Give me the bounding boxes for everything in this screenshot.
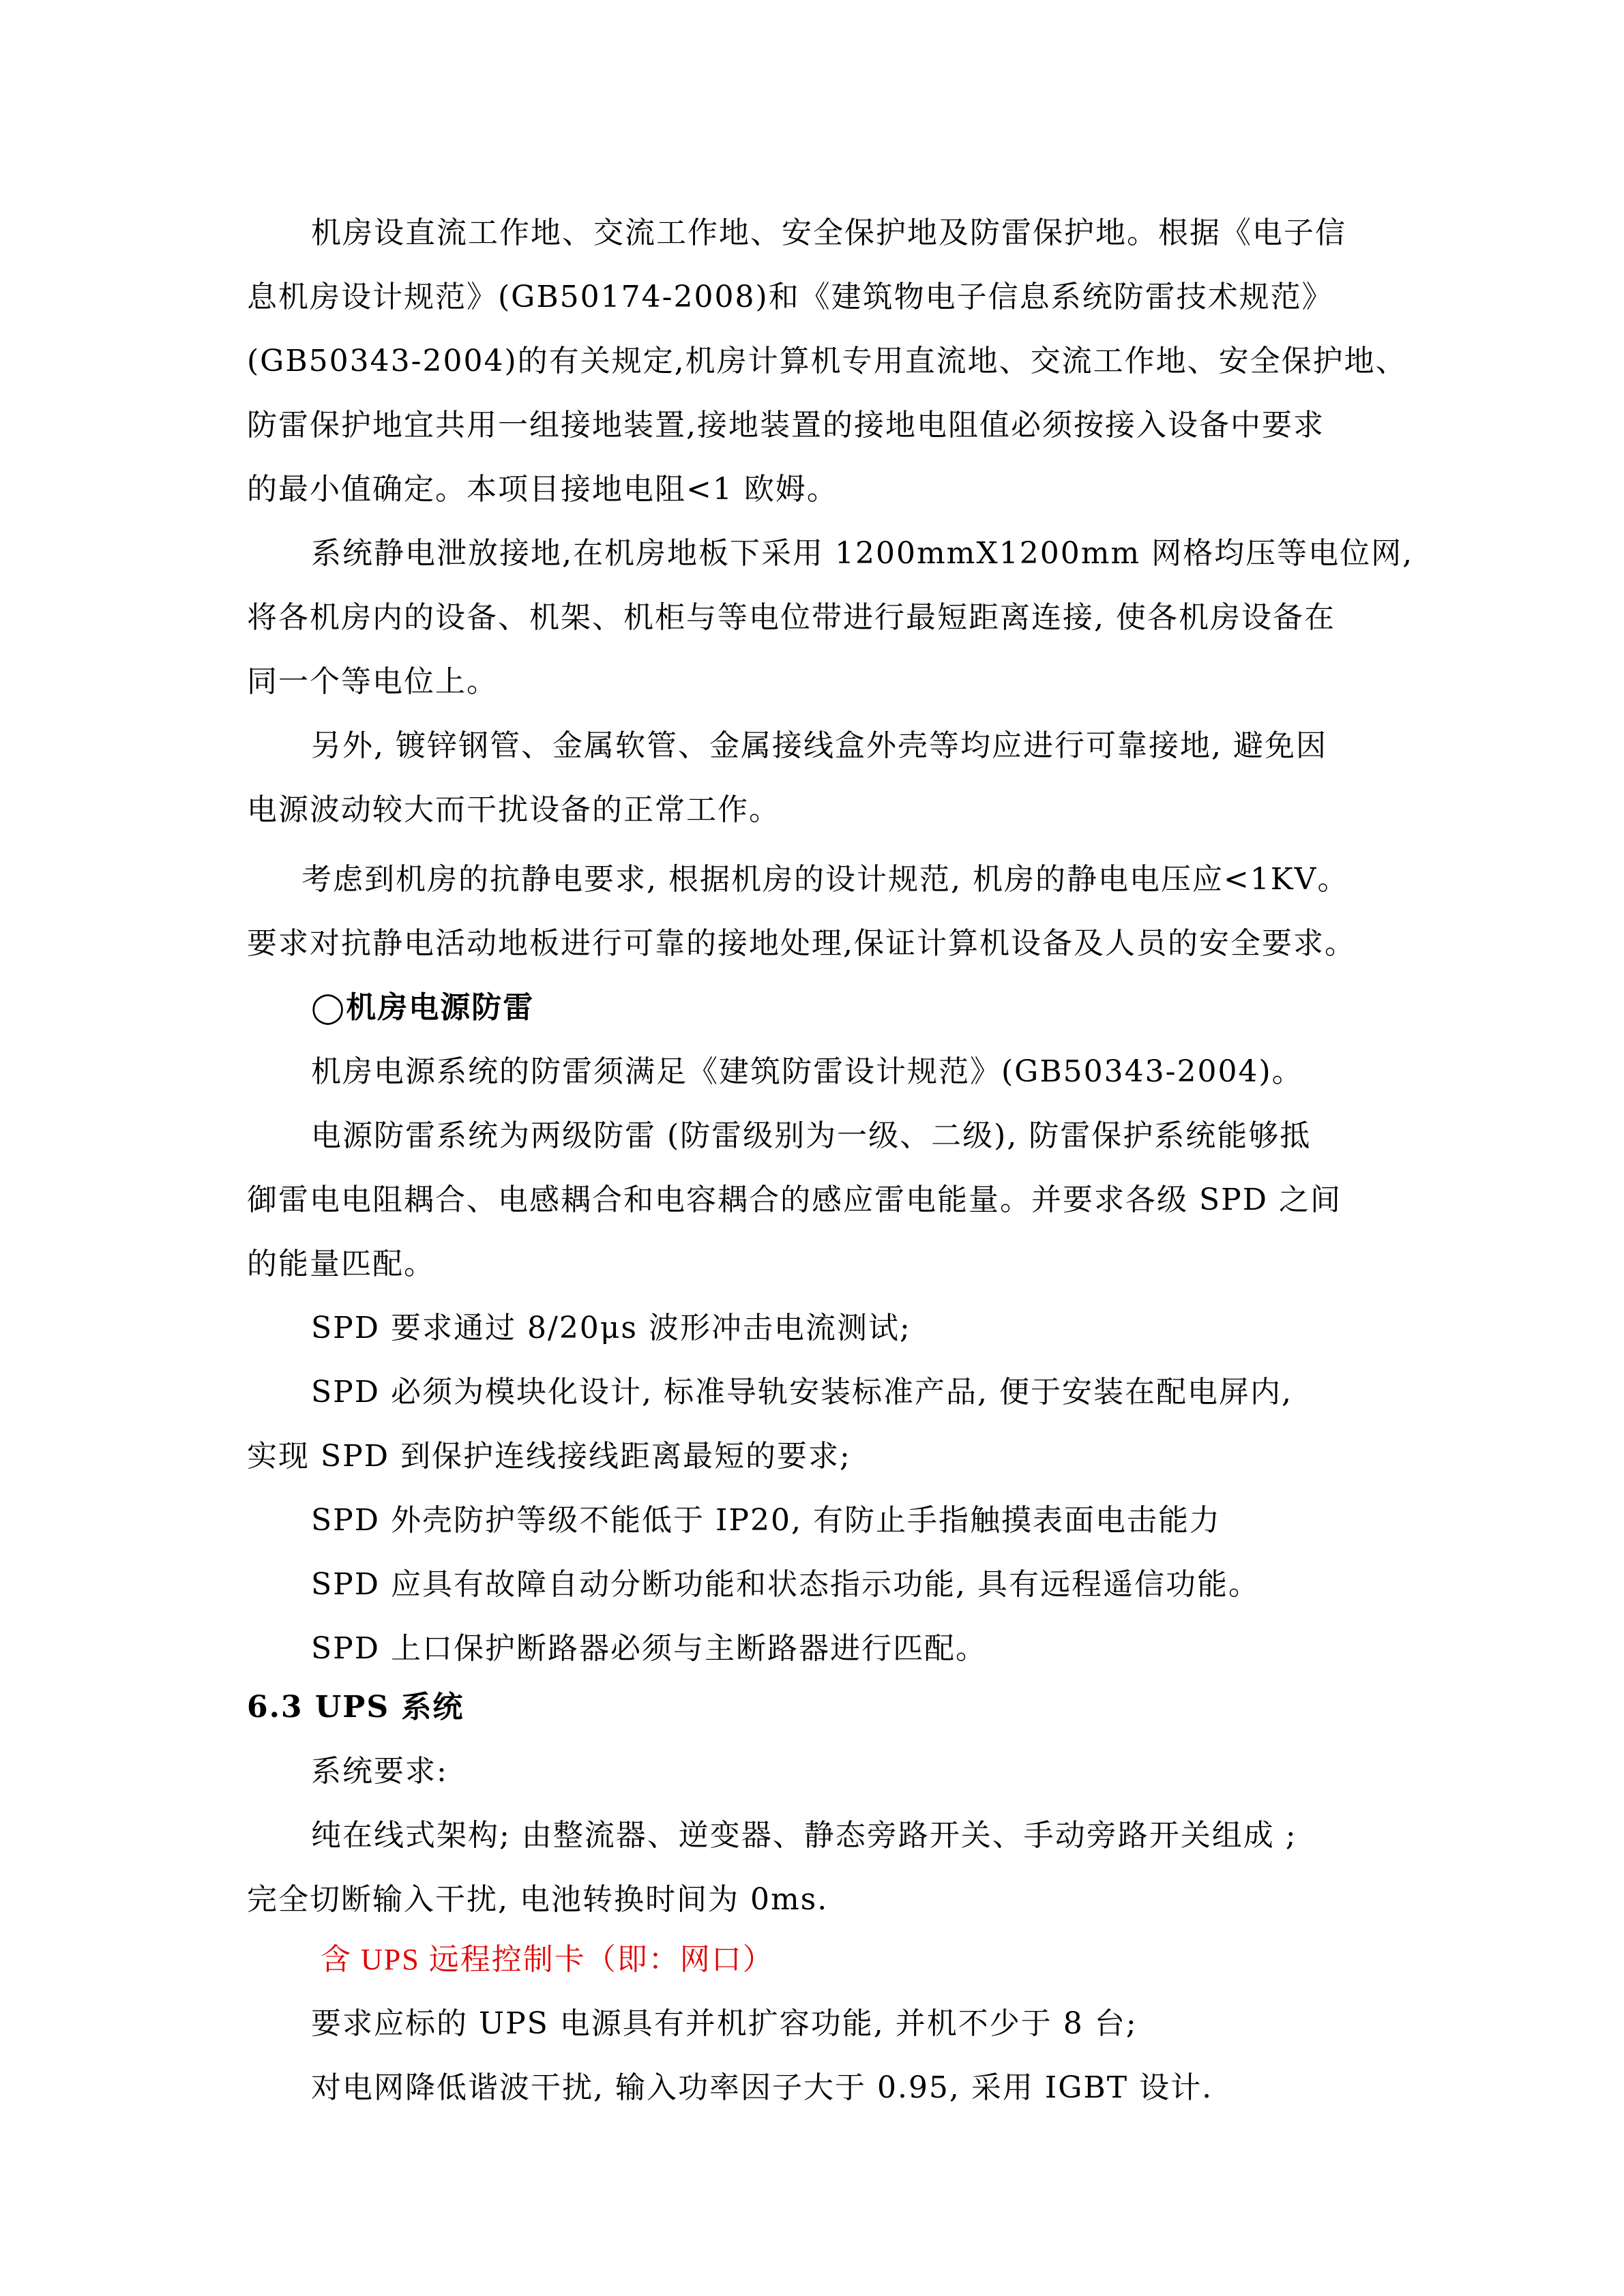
paragraph-spd-test: SPD 要求通过 8/20μs 波形冲击电流测试; — [311, 1311, 911, 1345]
paragraph-grounding-line-2: 息机房设计规范》(GB50174-2008)和《建筑物电子信息系统防雷技术规范》 — [247, 280, 1333, 314]
paragraph-lightning-standard: 机房电源系统的防雷须满足《建筑防雷设计规范》(GB50343-2004)。 — [311, 1054, 1303, 1089]
paragraph-spd-modular-line-1: SPD 必须为模块化设计, 标准导轨安装标准产品, 便于安装在配电屏内, — [311, 1375, 1293, 1410]
paragraph-conduit-line-1: 另外, 镀锌钢管、金属软管、金属接线盒外壳等均应进行可靠接地, 避免因 — [311, 728, 1327, 763]
section-heading-ups: 6.3 UPS 系统 — [247, 1690, 464, 1725]
paragraph-static-line-3: 同一个等电位上。 — [247, 664, 498, 699]
paragraph-ups-remote-card: 含 UPS 远程控制卡（即：网口） — [321, 1943, 774, 1976]
paragraph-conduit-line-2: 电源波动较大而干扰设备的正常工作。 — [247, 792, 780, 827]
paragraph-ups-architecture-line-1: 纯在线式架构; 由整流器、逆变器、静态旁路开关、手动旁路开关组成 ; — [311, 1818, 1297, 1853]
paragraph-grounding-line-3: (GB50343-2004)的有关规定,机房计算机专用直流地、交流工作地、安全保护地、 — [247, 344, 1407, 378]
paragraph-ups-architecture-line-2: 完全切断输入干扰, 电池转换时间为 0ms. — [247, 1882, 829, 1917]
paragraph-lightning-levels-line-2: 御雷电电阻耦合、电感耦合和电容耦合的感应雷电能量。并要求各级 SPD 之间 — [247, 1182, 1342, 1217]
paragraph-ups-harmonics: 对电网降低谐波干扰, 输入功率因子大于 0.95, 采用 IGBT 设计. — [311, 2070, 1213, 2105]
paragraph-ups-parallel: 要求应标的 UPS 电源具有并机扩容功能, 并机不少于 8 台; — [311, 2006, 1138, 2041]
paragraph-grounding-line-5: 的最小值确定。本项目接地电阻<1 欧姆。 — [247, 472, 838, 507]
paragraph-spd-modular-line-2: 实现 SPD 到保护连线接线距离最短的要求; — [247, 1439, 851, 1474]
paragraph-grounding-line-1: 机房设直流工作地、交流工作地、安全保护地及防雷保护地。根据《电子信 — [311, 215, 1346, 250]
paragraph-spd-breaker: SPD 上口保护断路器必须与主断路器进行匹配。 — [311, 1631, 988, 1666]
paragraph-spd-fault: SPD 应具有故障自动分断功能和状态指示功能, 具有远程遥信功能。 — [311, 1567, 1260, 1602]
paragraph-grounding-line-4: 防雷保护地宜共用一组接地装置,接地装置的接地电阻值必须按接入设备中要求 — [247, 408, 1325, 443]
paragraph-lightning-levels-line-1: 电源防雷系统为两级防雷 (防雷级别为一级、二级), 防雷保护系统能够抵 — [311, 1118, 1312, 1153]
paragraph-antistatic-line-2: 要求对抗静电活动地板进行可靠的接地处理,保证计算机设备及人员的安全要求。 — [247, 926, 1356, 961]
paragraph-ups-requirements: 系统要求: — [311, 1754, 448, 1789]
paragraph-spd-ip20: SPD 外壳防护等级不能低于 IP20, 有防止手指触摸表面电击能力 — [311, 1503, 1221, 1538]
paragraph-static-line-1: 系统静电泄放接地,在机房地板下采用 1200mmX1200mm 网格均压等电位网, — [311, 536, 1414, 571]
paragraph-antistatic-line-1: 考虑到机房的抗静电要求, 根据机房的设计规范, 机房的静电电压应<1KV。 — [301, 862, 1349, 897]
paragraph-lightning-levels-line-3: 的能量匹配。 — [247, 1247, 435, 1281]
paragraph-static-line-2: 将各机房内的设备、机架、机柜与等电位带进行最短距离连接, 使各机房设备在 — [247, 600, 1335, 635]
section-heading-lightning: ◯机房电源防雷 — [311, 990, 535, 1025]
